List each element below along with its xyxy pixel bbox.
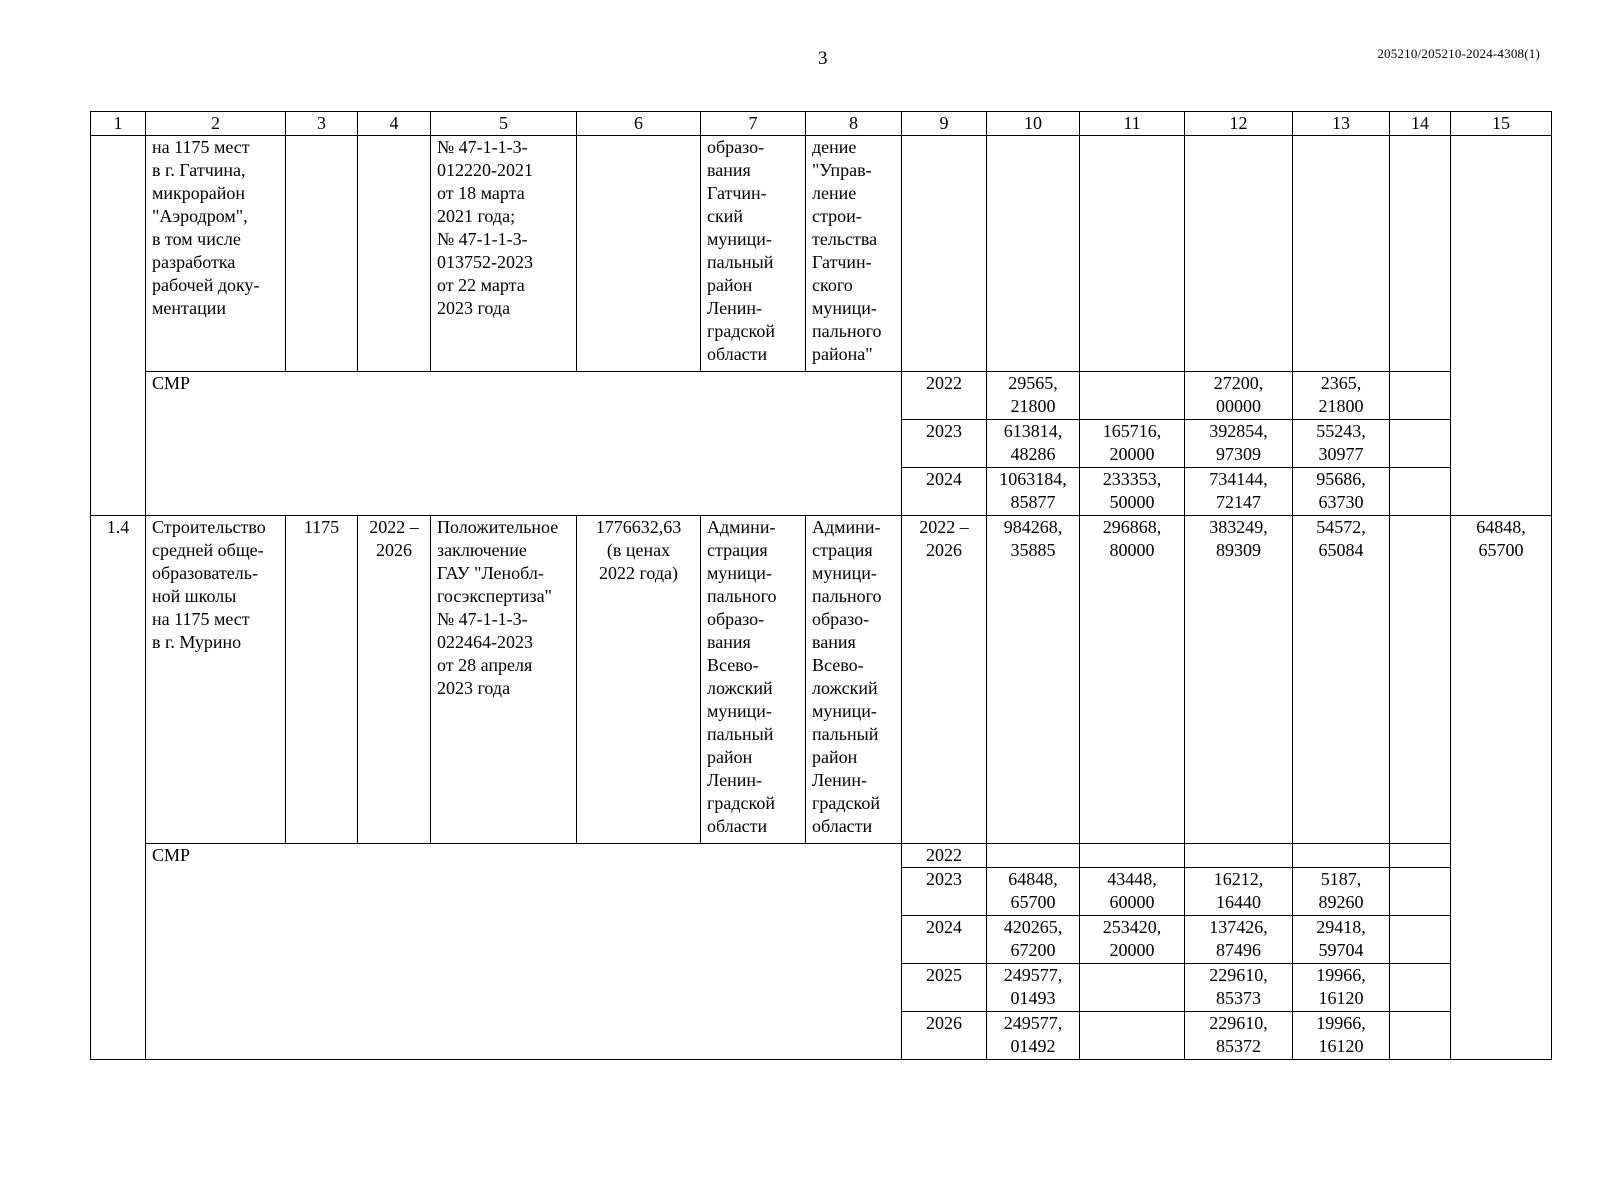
- smr-c10: 64848, 65700: [987, 868, 1080, 916]
- smr-year: 2024: [902, 916, 987, 964]
- column-number: 7: [701, 112, 806, 136]
- smr-c13: 19966, 16120: [1293, 964, 1390, 1012]
- smr-c12: 137426, 87496: [1185, 916, 1293, 964]
- smr-c11: [1080, 1012, 1185, 1060]
- project-a-number-cell: [91, 136, 146, 516]
- smr-c11: 253420, 20000: [1080, 916, 1185, 964]
- smr-c10: 249577, 01492: [987, 1012, 1080, 1060]
- project-b-conclusion: Положительное заключение ГАУ "Ленобл- госэкспертиза" № 47-1-1-3- 022464-2023 от 28 апреля 2023 года: [431, 516, 577, 844]
- smr-c10: 29565, 21800: [987, 372, 1080, 420]
- project-a-smr-label: СМР: [146, 372, 902, 516]
- column-number-row: [91, 112, 1552, 136]
- smr-c12: 392854, 97309: [1185, 420, 1293, 468]
- column-number: 12: [1185, 112, 1293, 136]
- project-a-c12: [1185, 136, 1293, 372]
- project-b-c11: 296868, 80000: [1080, 516, 1185, 844]
- page-number: 3: [818, 48, 828, 69]
- smr-c14: [1390, 420, 1451, 468]
- smr-c13: [1293, 844, 1390, 868]
- smr-c13: 2365, 21800: [1293, 372, 1390, 420]
- project-a-customer: образо- вания Гатчин- ский муници- пальный район Ленин- градской области: [701, 136, 806, 372]
- smr-c11: [1080, 964, 1185, 1012]
- column-number: 9: [902, 112, 987, 136]
- smr-c12: 229610, 85373: [1185, 964, 1293, 1012]
- smr-year: 2023: [902, 868, 987, 916]
- project-a-period: [358, 136, 431, 372]
- smr-c14: [1390, 468, 1451, 516]
- project-b-capacity: 1175: [286, 516, 358, 844]
- smr-c14: [1390, 372, 1451, 420]
- project-b-cost: 1776632,63 (в ценах 2022 года): [577, 516, 701, 844]
- project-a-c14: [1390, 136, 1451, 372]
- project-a-name: на 1175 мест в г. Гатчина, микрорайон "Аэродром", в том числе разработка рабочей доку- ментации: [146, 136, 286, 372]
- column-number: 14: [1390, 112, 1451, 136]
- smr-c11: 165716, 20000: [1080, 420, 1185, 468]
- smr-year: 2022: [902, 844, 987, 868]
- smr-c12: 229610, 85372: [1185, 1012, 1293, 1060]
- smr-c10: [987, 844, 1080, 868]
- smr-year: 2024: [902, 468, 987, 516]
- project-a-c13: [1293, 136, 1390, 372]
- project-a-c10: [987, 136, 1080, 372]
- project-b-c10: 984268, 35885: [987, 516, 1080, 844]
- smr-c11: [1080, 372, 1185, 420]
- smr-c14: [1390, 1012, 1451, 1060]
- smr-c11: 233353, 50000: [1080, 468, 1185, 516]
- project-a-cost: [577, 136, 701, 372]
- smr-c13: 95686, 63730: [1293, 468, 1390, 516]
- column-number: 15: [1451, 112, 1552, 136]
- project-b-c14: [1390, 516, 1451, 844]
- project-b-c13: 54572, 65084: [1293, 516, 1390, 844]
- column-number: 4: [358, 112, 431, 136]
- smr-c13: 29418, 59704: [1293, 916, 1390, 964]
- document-id: 205210/205210-2024-4308(1): [1377, 46, 1540, 61]
- column-number: 11: [1080, 112, 1185, 136]
- smr-c12: 27200, 00000: [1185, 372, 1293, 420]
- project-a-smr-row: [91, 372, 1552, 420]
- project-b-name: Строительство средней обще- образователь- ной школы на 1175 мест в г. Мурино: [146, 516, 286, 844]
- smr-year: 2025: [902, 964, 987, 1012]
- column-number: 3: [286, 112, 358, 136]
- project-b-period: 2022 – 2026: [358, 516, 431, 844]
- smr-c13: 55243, 30977: [1293, 420, 1390, 468]
- project-a-capacity: [286, 136, 358, 372]
- project-a-years: [902, 136, 987, 372]
- project-a-main-row: [91, 136, 1552, 372]
- project-a-c15: [1451, 136, 1552, 516]
- project-b-main-row: [91, 516, 1552, 844]
- program-table: [90, 111, 1552, 1060]
- smr-c10: 1063184, 85877: [987, 468, 1080, 516]
- project-a-conclusion: № 47-1-1-3- 012220-2021 от 18 марта 2021 года; № 47-1-1-3- 013752-2023 от 22 марта 2023 года: [431, 136, 577, 372]
- project-a-c11: [1080, 136, 1185, 372]
- project-b-smr-row: [91, 844, 1552, 868]
- project-a-developer: дение "Управ- ление строи- тельства Гатчин- ского муници- пального района": [806, 136, 902, 372]
- smr-c10: 249577, 01493: [987, 964, 1080, 1012]
- smr-c10: 613814, 48286: [987, 420, 1080, 468]
- smr-c10: 420265, 67200: [987, 916, 1080, 964]
- smr-c11: 43448, 60000: [1080, 868, 1185, 916]
- project-b-number: 1.4: [91, 516, 146, 1060]
- smr-c13: 19966, 16120: [1293, 1012, 1390, 1060]
- column-number: 13: [1293, 112, 1390, 136]
- smr-c12: 734144, 72147: [1185, 468, 1293, 516]
- column-number: 1: [91, 112, 146, 136]
- smr-c13: 5187, 89260: [1293, 868, 1390, 916]
- project-b-smr-label: СМР: [146, 844, 902, 1060]
- smr-c12: 16212, 16440: [1185, 868, 1293, 916]
- column-number: 8: [806, 112, 902, 136]
- project-b-developer: Админи- страция муници- пального образо- вания Всево- ложский муници- пальный район Ленин- градской области: [806, 516, 902, 844]
- smr-c12: [1185, 844, 1293, 868]
- column-number: 6: [577, 112, 701, 136]
- smr-c14: [1390, 964, 1451, 1012]
- smr-year: 2022: [902, 372, 987, 420]
- smr-year: 2023: [902, 420, 987, 468]
- column-number: 2: [146, 112, 286, 136]
- project-b-years: 2022 – 2026: [902, 516, 987, 844]
- smr-year: 2026: [902, 1012, 987, 1060]
- project-b-c15: 64848, 65700: [1451, 516, 1552, 1060]
- column-number: 5: [431, 112, 577, 136]
- column-number: 10: [987, 112, 1080, 136]
- project-b-c12: 383249, 89309: [1185, 516, 1293, 844]
- project-b-customer: Админи- страция муници- пального образо- вания Всево- ложский муници- пальный район Ленин- градской области: [701, 516, 806, 844]
- smr-c14: [1390, 868, 1451, 916]
- smr-c11: [1080, 844, 1185, 868]
- smr-c14: [1390, 844, 1451, 868]
- smr-c14: [1390, 916, 1451, 964]
